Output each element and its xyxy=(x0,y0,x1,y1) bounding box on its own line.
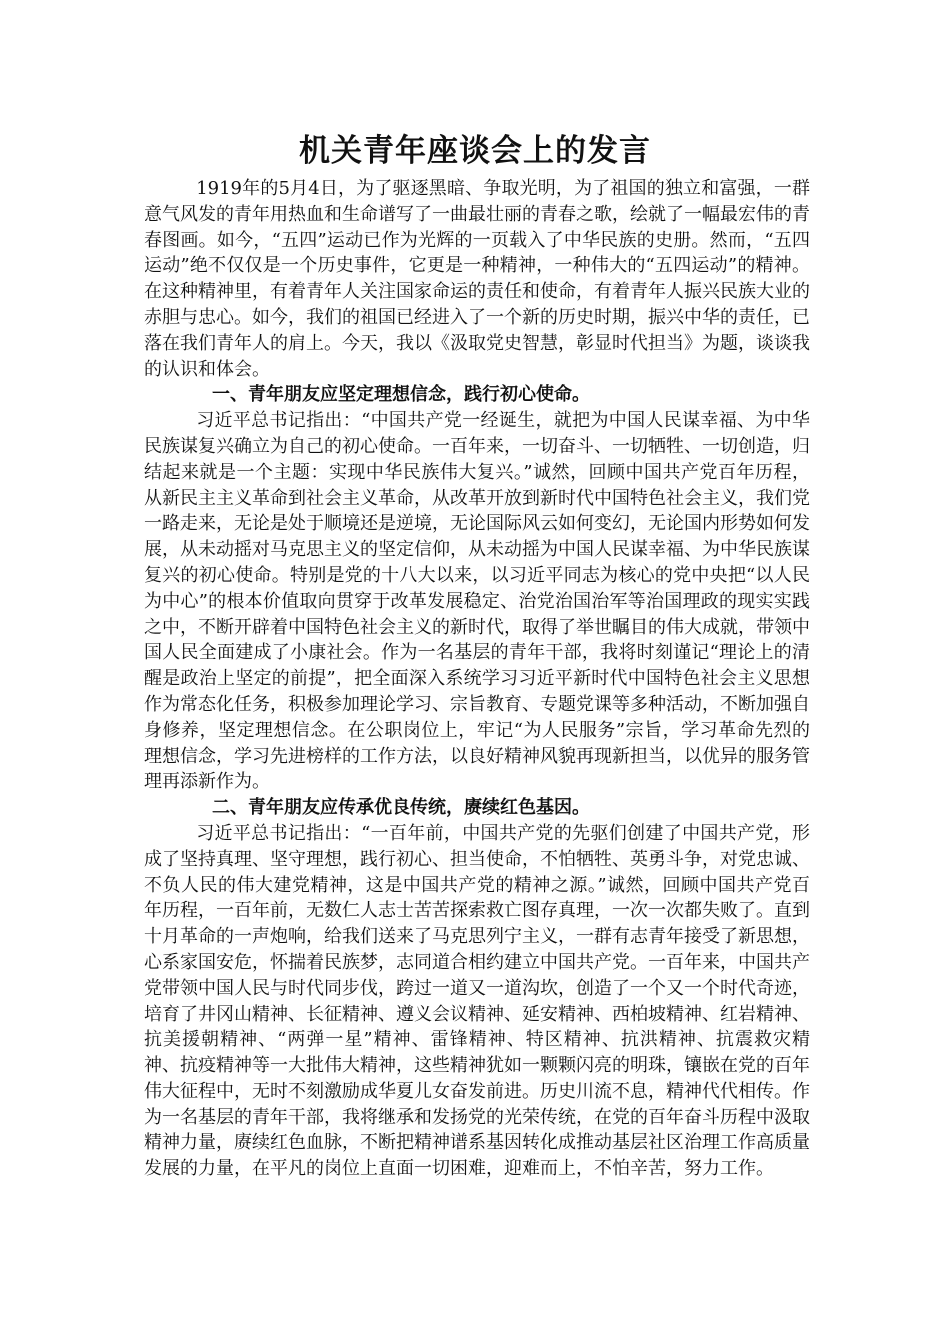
document-body xyxy=(144,176,810,1182)
intro-paragraph: 1919年的5月4日，为了驱逐黑暗、争取光明，为了祖国的独立和富强，一群意气风发的青年用热血和生命谱写了一曲最壮丽的青春之歌，绘就了一幅最宏伟的青春图画。如今，“五四”运动已作为光辉的一页载入了中华民族的史册。然而，“五四运动”绝不仅仅是一个历史事件，它更是一种精神，一种伟大的“五四运动”的精神。在这种精神里，有着青年人关注国家命运的责任和使命，有着青年人振兴民族大业的赤胆与忠心。如今，我们的祖国已经进入了一个新的历史时期，振兴中华的责任，已落在我们青年人的肩上。今天，我以《汲取党史智慧，彰显时代担当》为题，谈谈我的认识和体会。 xyxy=(144,178,810,380)
section-body-2: 习近平总书记指出：“一百年前，中国共产党的先驱们创建了中国共产党，形成了坚持真理、坚守理想，践行初心、担当使命，不怕牺牲、英勇斗争，对党忠诚、不负人民的伟大建党精神，这是中国共产党的精神之源。”诚然，回顾中国共产党百年历程，一百年前，无数仁人志士苦苦探索救亡图存真理，一次一次都失败了。直到十月革命的一声炮响，给我们送来了马克思列宁主义，一群有志青年接受了新思想，心系家国安危，怀揣着民族梦，志同道合相约建立中国共产党。一百年来，中国共产党带领中国人民与时代同步伐，跨过一道又一道沟坎，创造了一个又一个时代奇迹，培育了井冈山精神、长征精神、遵义会议精神、延安精神、西柏坡精神、红岩精神、抗美援朝精神、“两弹一星”精神、雷锋精神、特区精神、抗洪精神、抗震救灾精神、抗疫精神等一大批伟大精神，这些精神犹如一颗颗闪亮的明珠，镶嵌在党的百年伟大征程中，无时不刻激励成华夏儿女奋发前进。历史川流不息，精神代代相传。作为一名基层的青年干部，我将继承和发扬党的光荣传统，在党的百年奋斗历程中汲取精神力量，赓续红色血脉，不断把精神谱系基因转化成推动基层社区治理工作高质量发展的力量，在平凡的岗位上直面一切困难，迎难而上，不怕辛苦，努力工作。 xyxy=(144,822,810,1180)
section-heading-2: 二、青年朋友应传承优良传统，赓续红色基因。 xyxy=(212,797,590,819)
section-body-1: 习近平总书记指出：“中国共产党一经诞生，就把为中国人民谋幸福、为中华民族谋复兴确立为自己的初心使命。一百年来，一切奋斗、一切牺牲、一切创造，归结起来就是一个主题：实现中华民族伟大复兴。”诚然，回顾中国共产党百年历程，从新民主主义革命到社会主义革命，从改革开放到新时代中国特色社会主义，我们党一路走来，无论是处于顺境还是逆境，无论国际风云如何变幻，无论国内形势如何发展，从未动摇对马克思主义的坚定信仰，从未动摇为中国人民谋幸福、为中华民族谋复兴的初心使命。特别是党的十八大以来，以习近平同志为核心的党中央把“以人民为中心”的根本价值取向贯穿于改革发展稳定、治党治国治军等治国理政的现实实践之中，不断开辟着中国特色社会主义的新时代，取得了举世瞩目的伟大成就，带领中国人民全面建成了小康社会。作为一名基层的青年干部，我将时刻谨记“理论上的清醒是政治上坚定的前提”，把全面深入系统学习习近平新时代中国特色社会主义思想作为常态化任务，积极参加理论学习、宗旨教育、专题党课等多种活动，不断加强自身修养，坚定理想信念。在公职岗位上，牢记“为人民服务”宗旨，学习革命先烈的理想信念，学习先进榜样的工作方法，以良好精神风貌再现新担当，以优异的服务管理再添新作为。 xyxy=(144,410,810,793)
document-title: 机关青年座谈会上的发言 xyxy=(299,133,651,169)
section-heading-1: 一、青年朋友应坚定理想信念，践行初心使命。 xyxy=(212,384,590,406)
